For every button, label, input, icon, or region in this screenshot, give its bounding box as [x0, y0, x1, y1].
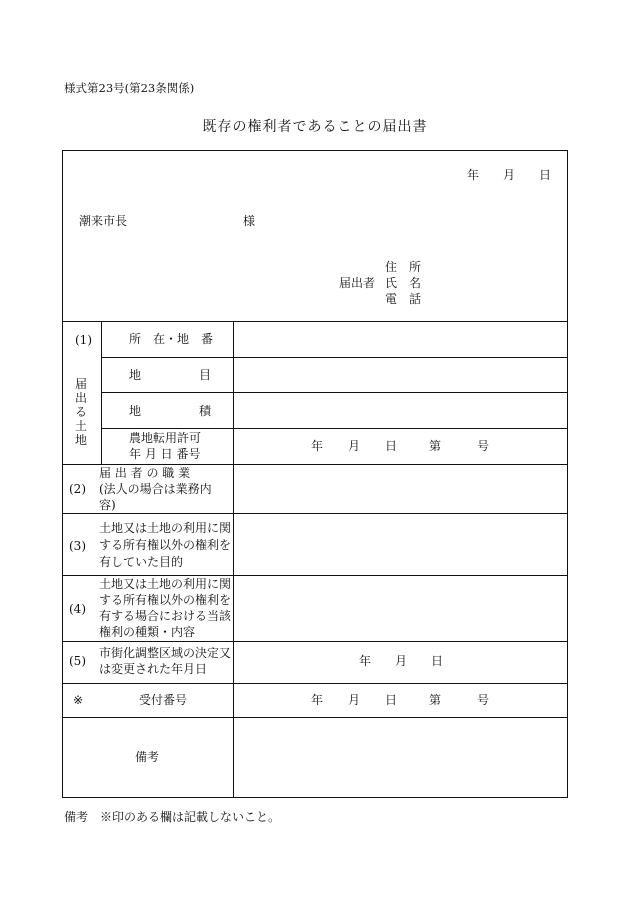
section5-label-line2: は変更された年月日	[99, 662, 208, 676]
divider-line	[101, 392, 567, 393]
permit-no-label: 第	[429, 439, 442, 453]
section4-label-line1: 土地又は土地の利用に関	[99, 577, 232, 591]
divider-line	[63, 321, 567, 322]
section2-label-line1: 届 出 者 の 職 業	[99, 466, 191, 480]
name-label-2: 名	[409, 276, 422, 290]
section2-number: (2)	[69, 482, 86, 496]
phone-label-2: 話	[409, 292, 422, 306]
permit-year-label: 年	[311, 439, 324, 453]
location-label: 所 在・地 番	[129, 332, 214, 346]
section5-number: (5)	[69, 654, 86, 668]
document-title: 既存の権利者であることの届出書	[202, 119, 428, 135]
section3-label-line2: する所有権以外の権利を	[99, 538, 232, 552]
section4-label-line3: 有する場合における当該	[99, 609, 232, 623]
date-year-label: 年	[467, 168, 480, 182]
phone-label-1: 電	[385, 292, 398, 306]
category-label-2: 目	[199, 368, 212, 382]
form-frame	[62, 150, 568, 798]
section4-label-line2: する所有権以外の権利を	[99, 593, 232, 607]
date-month-label: 月	[503, 168, 516, 182]
area-label-2: 積	[199, 404, 212, 418]
section2-label-line3: 容)	[99, 498, 116, 512]
address-label-2: 所	[409, 260, 422, 274]
area-label-1: 地	[129, 404, 142, 418]
permit-go-label: 号	[477, 439, 490, 453]
remarks-label: 備考	[135, 750, 160, 764]
honorific-label: 様	[243, 214, 256, 228]
divider-line	[101, 321, 102, 464]
permit-label-line2: 年 月 日 番号	[129, 447, 201, 461]
section1-group-label: 届出る土地	[75, 377, 88, 447]
divider-line	[63, 641, 567, 642]
section4-label-line4: 権利の種類・内容	[99, 625, 196, 639]
permit-day-label: 日	[385, 439, 398, 453]
receipt-mark: ※	[73, 693, 84, 707]
name-label-1: 氏	[385, 276, 398, 290]
section5-year-label: 年	[359, 654, 372, 668]
section1-number: (1)	[75, 333, 92, 347]
section5-day-label: 日	[431, 654, 444, 668]
divider-line	[63, 683, 567, 684]
receipt-label: 受付番号	[139, 693, 188, 707]
section2-label-line2: (法人の場合は業務内	[99, 482, 212, 496]
section3-label-line1: 土地又は土地の利用に関	[99, 521, 232, 535]
divider-line	[101, 357, 567, 358]
section4-number: (4)	[69, 602, 86, 616]
receipt-year-label: 年	[311, 693, 324, 707]
section5-label-line1: 市街化調整区域の決定又	[99, 646, 232, 660]
mayor-label: 潮来市長	[79, 214, 128, 228]
receipt-go-label: 号	[477, 693, 490, 707]
receipt-day-label: 日	[385, 693, 398, 707]
footnote: 備考 ※印のある欄は記載しないこと。	[64, 810, 281, 824]
notifier-label: 届出者	[339, 276, 376, 290]
date-day-label: 日	[539, 168, 552, 182]
receipt-no-label: 第	[429, 693, 442, 707]
receipt-month-label: 月	[348, 693, 361, 707]
address-label-1: 住	[385, 260, 398, 274]
section3-number: (3)	[69, 539, 86, 553]
divider-line	[63, 717, 567, 718]
permit-label-line1: 農地転用許可	[129, 431, 202, 445]
permit-month-label: 月	[348, 439, 361, 453]
form-number-label: 様式第23号(第23条関係)	[64, 81, 195, 95]
section5-month-label: 月	[395, 654, 408, 668]
category-label-1: 地	[129, 368, 142, 382]
divider-line	[233, 321, 234, 797]
section3-label-line3: 有していた目的	[99, 555, 184, 569]
divider-line	[101, 428, 567, 429]
divider-line	[63, 513, 567, 514]
